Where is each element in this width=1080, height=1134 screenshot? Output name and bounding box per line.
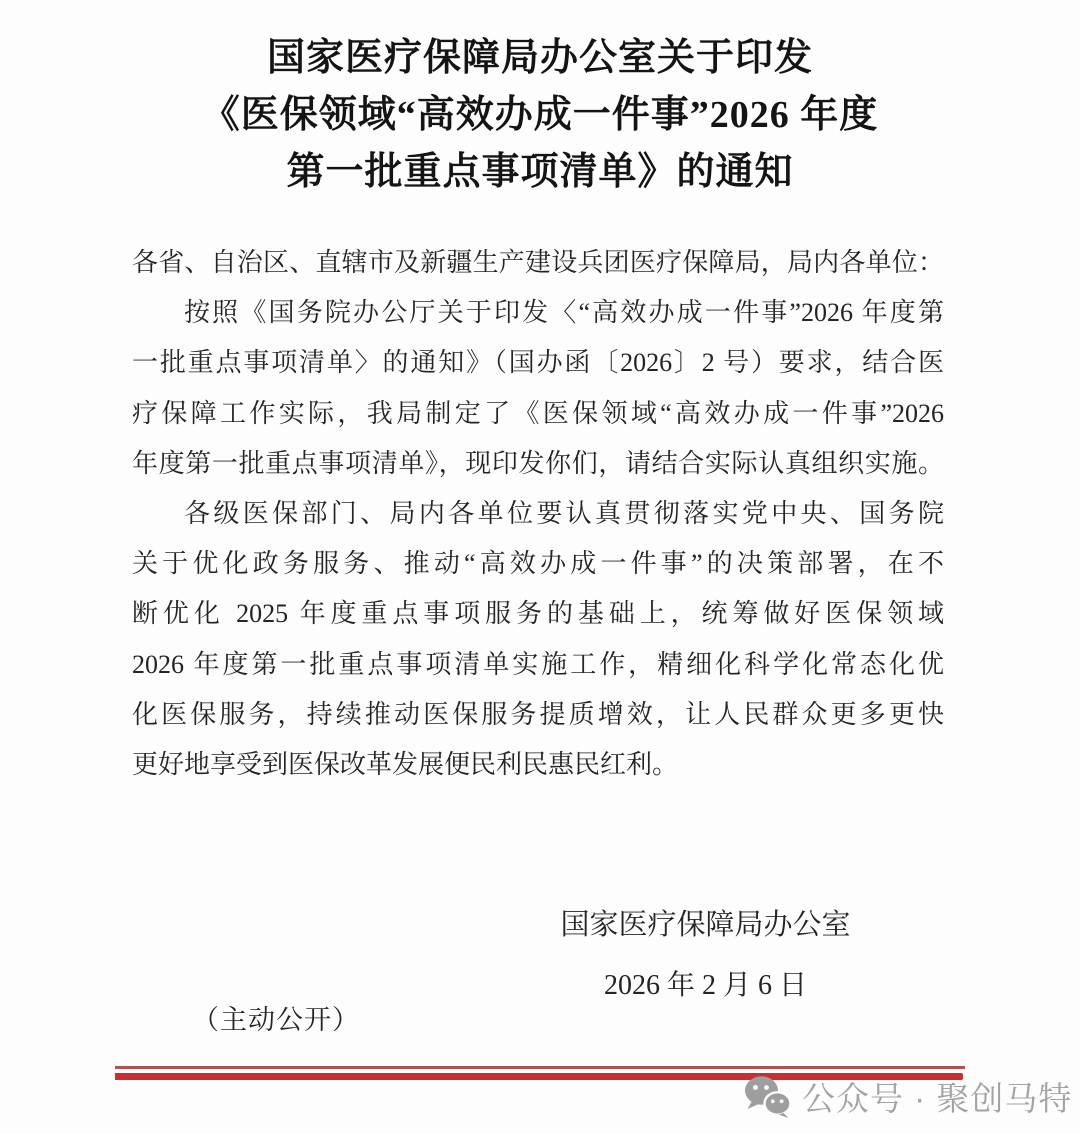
salutation-line: 各省、自治区、直辖市及新疆生产建设兵团医疗保障局，局内各单位： [132,248,944,277]
body-line: 年度第一批重点事项清单》，现印发你们，请结合实际认真组织实施。 [132,448,944,478]
body-line: 各级医保部门、局内各单位要认真贯彻落实党中央、国务院 [184,498,944,528]
document-title [0,30,1080,201]
issuing-office-signature: 国家医疗保障局办公室 [560,909,851,941]
wechat-icon [744,1075,791,1118]
body-line: 关于优化政务服务、推动“高效办成一件事”的决策部署，在不 [132,549,944,579]
body-line: 按照《国务院办公厅关于印发〈“高效办成一件事”2026 年度第 [184,298,944,328]
body-line: 断优化 2025 年度重点事项服务的基础上，统筹做好医保领域 [132,599,944,629]
document-title-line-2: 《医保领域“高效办成一件事”2026 年度 [201,94,879,136]
disclosure-note: （主动公开） [192,1005,360,1035]
document-date: 2026 年 2 月 6 日 [603,970,807,1001]
body-line: 疗保障工作实际，我局制定了《医保领域“高效办成一件事”2026 [132,398,944,428]
body-line: 化医保服务，持续推动医保服务提质增效，让人民群众更多更快 [132,699,944,729]
body-line: 更好地享受到医保改革发展便民利民惠民红利。 [132,749,679,779]
document-body [132,238,944,790]
watermark-text: 公众号 · 聚创马特 [802,1079,1073,1117]
body-line: 2026 年度第一批重点事项清单实施工作，精细化科学化常态化优 [132,649,944,679]
watermark [744,1068,1074,1124]
body-line: 一批重点事项清单〉的通知》（国办函〔2026〕2 号）要求，结合医 [132,348,944,378]
document-title-line-1: 国家医疗保障局办公室关于印发 [266,37,813,79]
document-title-line-3: 第一批重点事项清单》的通知 [286,151,794,193]
